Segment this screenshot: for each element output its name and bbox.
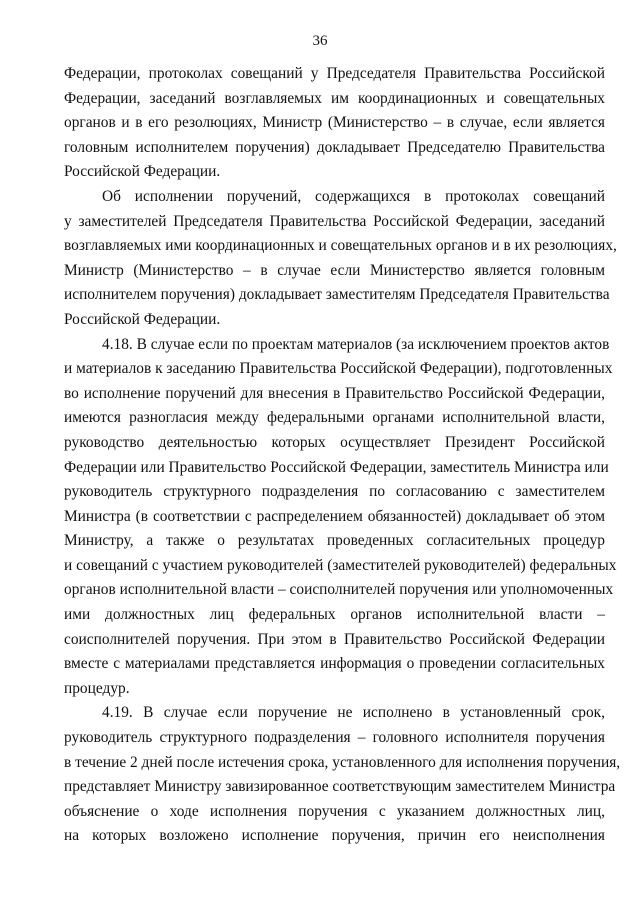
text-line: у заместителей Председателя Правительства Российской Федерации, заседаний [64, 212, 605, 230]
text-line: процедур. [64, 679, 130, 697]
document-body [64, 62, 621, 849]
text-line: руководитель структурного подразделения по согласованию с заместителем [64, 483, 605, 501]
text-line: руководство деятельностью которых осуществляет Президент Российской [64, 433, 605, 451]
text-line: Российской Федерации. [64, 163, 221, 181]
text-line: Федерации, протоколах совещаний у Председателя Правительства Российской [64, 65, 605, 82]
text-line: имеются разногласия между федеральными органами исполнительной власти, [64, 409, 605, 427]
text-line: Министра (в соответствии с распределением обязанностей) докладывает об этом [64, 507, 605, 525]
text-line: Федерации, заседаний возглавляемых им координационных и совещательных [64, 89, 605, 107]
text-line: Министр (Министерство – в случае если Министерство является головным [64, 261, 605, 279]
paragraph [64, 62, 605, 185]
text-line: представляет Министру завизированное соответствующим заместителем Министра [64, 778, 616, 796]
text-line: во исполнение поручений для внесения в Правительство Российской Федерации, [64, 384, 605, 402]
text-line: 4.19. В случае если поручение не исполнено в установленный срок, [102, 704, 605, 722]
text-line: Федерации или Правительство Российской Федерации, заместитель Министра или [64, 458, 609, 476]
text-line: руководитель структурного подразделения – головного исполнителя поручения [64, 729, 605, 747]
text-line: возглавляемых ими координационных и совещательных органов и в их резолюциях, [64, 237, 617, 255]
paragraph [64, 333, 617, 702]
text-line: соисполнителей поручения. При этом в Правительство Российской Федерации [64, 630, 605, 648]
text-line: в течение 2 дней после истечения срока, установленного для исполнения поручения, [64, 753, 621, 771]
text-line: вместе с материалами представляется информация о проведении согласительных [64, 655, 605, 673]
text-line: ими должностных лиц федеральных органов исполнительной власти – [64, 606, 605, 624]
text-line: на которых возложено исполнение поручения, причин его неисполнения [64, 827, 605, 845]
text-line: Министру, а также о результатах проведенных согласительных процедур [64, 532, 605, 550]
text-line: исполнителем поручения) докладывает заместителям Председателя Правительства [64, 286, 610, 304]
text-line: головным исполнителем поручения) докладывает Председателю Правительства [64, 138, 605, 156]
text-line: объяснение о ходе исполнения поручения с указанием должностных лиц, [64, 802, 605, 820]
text-line: и материалов к заседанию Правительства Российской Федерации), подготовленных [64, 360, 613, 378]
paragraph [64, 701, 621, 849]
text-line: органов и в его резолюциях, Министр (Министерство – в случае, если является [64, 114, 605, 132]
text-line: 4.18. В случае если по проектам материалов (за исключением проектов актов [102, 335, 610, 353]
page-number: 36 [312, 33, 328, 49]
text-line: органов исполнительной власти – соисполнителей поручения или уполномоченных [64, 581, 614, 599]
text-line: Об исполнении поручений, содержащихся в протоколах совещаний [102, 187, 605, 205]
text-line: и совещаний с участием руководителей (заместителей руководителей) федеральных [64, 556, 617, 574]
text-line: Российской Федерации. [64, 310, 221, 328]
paragraph [64, 185, 617, 333]
